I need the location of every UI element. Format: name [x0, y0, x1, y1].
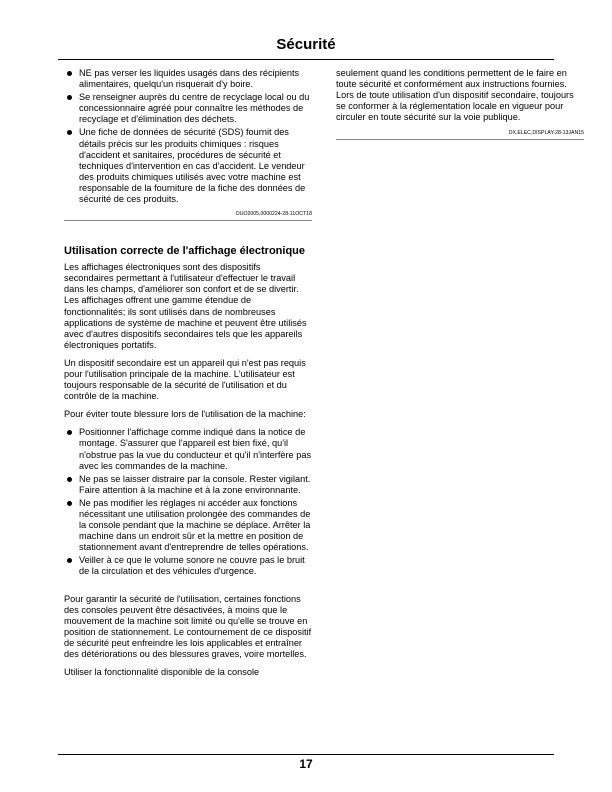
spacer — [64, 580, 312, 594]
footer-rule — [58, 754, 554, 755]
reference-code: DX,ELEC,DISPLAY-28-13JAN15 — [336, 130, 584, 140]
list-item: Ne pas se laisser distraire par la console. Rester vigilant. Faire attention à la machine et à la zone environnante. — [64, 474, 312, 496]
list-item: Veiller à ce que le volume sonore ne couvre pas le bruit de la circulation et des véhicules d'urgence. — [64, 555, 312, 577]
paragraph: Utiliser la fonctionnalité disponible de la console — [64, 667, 260, 678]
reference-code: OUO2005,0000224-28-11OCT18 — [64, 211, 312, 221]
list-item: Une fiche de données de sécurité (SDS) fournit des détails précis sur les produits chimiques : risques d'accident et sanitaires, procédures de sécurité et techniques d'intervention en cas d'accident. Le vendeur des produits chimiques utilisés avec votre machine est responsable de la fourniture de la fiche des données de sécurité de ces produits. — [64, 127, 312, 205]
paragraph: Pour éviter toute blessure lors de l'utilisation de la machine: — [64, 409, 306, 420]
list-item: NE pas verser les liquides usagés dans des récipients alimentaires, quelqu'un risquerait d'y boire. — [64, 68, 312, 90]
left-column — [64, 68, 312, 685]
header-rule — [58, 59, 554, 60]
paragraph: seulement quand les conditions permettent de le faire en toute sécurité et conformément aux instructions fournies. Lors de toute utilisation d'un dispositif secondaire, toujours se conformer à la réglementation locale en vigueur pour circuler en toute sécurité sur la voie publique. — [336, 68, 574, 123]
list-item: Se renseigner auprès du centre de recyclage local ou du concessionnaire agréé pour connaître les méthodes de recyclage et d'élimination des déchets. — [64, 92, 312, 125]
bullet-list-waste — [64, 68, 312, 205]
list-item: Ne pas modifier les réglages ni accéder aux fonctions nécessitant une utilisation prolongée des commandes de la console pendant que la machine se déplace. Arrêter la machine dans un endroit sûr et la mettre en position de stationnement avant d'entreprendre de telles opérations. — [64, 498, 312, 553]
page-title: Sécurité — [276, 36, 336, 53]
right-column — [336, 68, 584, 140]
section-heading: Utilisation correcte de l'affichage électronique — [64, 245, 306, 258]
list-item: Positionner l'affichage comme indiqué dans la notice de montage. S'assurer que l'appareil est bien fixé, qu'il n'obstrue pas la vue du conducteur et qu'il n'interfère pas avec les commandes de la machine. — [64, 427, 312, 471]
paragraph: Les affichages électroniques sont des dispositifs secondaires permettant à l'utilisateur d'effectuer le travail dans les champs, d'améliorer son confort et de se divertir. Les affichages offrent une gamme étendue de fonctionnalités; ils sont utilisés dans de nombreuses applications de système de machine et peuvent être utilisés avec d'autres dispositifs secondaires tels que les appareils électroniques portatifs. — [64, 262, 307, 350]
paragraph: Pour garantir la sécurité de l'utilisation, certaines fonctions des consoles peuvent être désactivées, à moins que le mouvement de la machine soit limité ou qu'elle se trouve en position de stationnement. Le contournement de ce dispositif de sécurité peut enfreindre les lois applicables et entraîner des détériorations ou des blessures graves, voire mortelles. — [64, 593, 312, 660]
paragraph: Un dispositif secondaire est un appareil qui n'est pas requis pour l'utilisation principale de la machine. L'utilisateur est toujours responsable de la sécurité de l'utilisation et du contrôle de la machine. — [64, 357, 306, 402]
page-number: 17 — [299, 757, 313, 771]
bullet-list-display — [64, 427, 312, 577]
